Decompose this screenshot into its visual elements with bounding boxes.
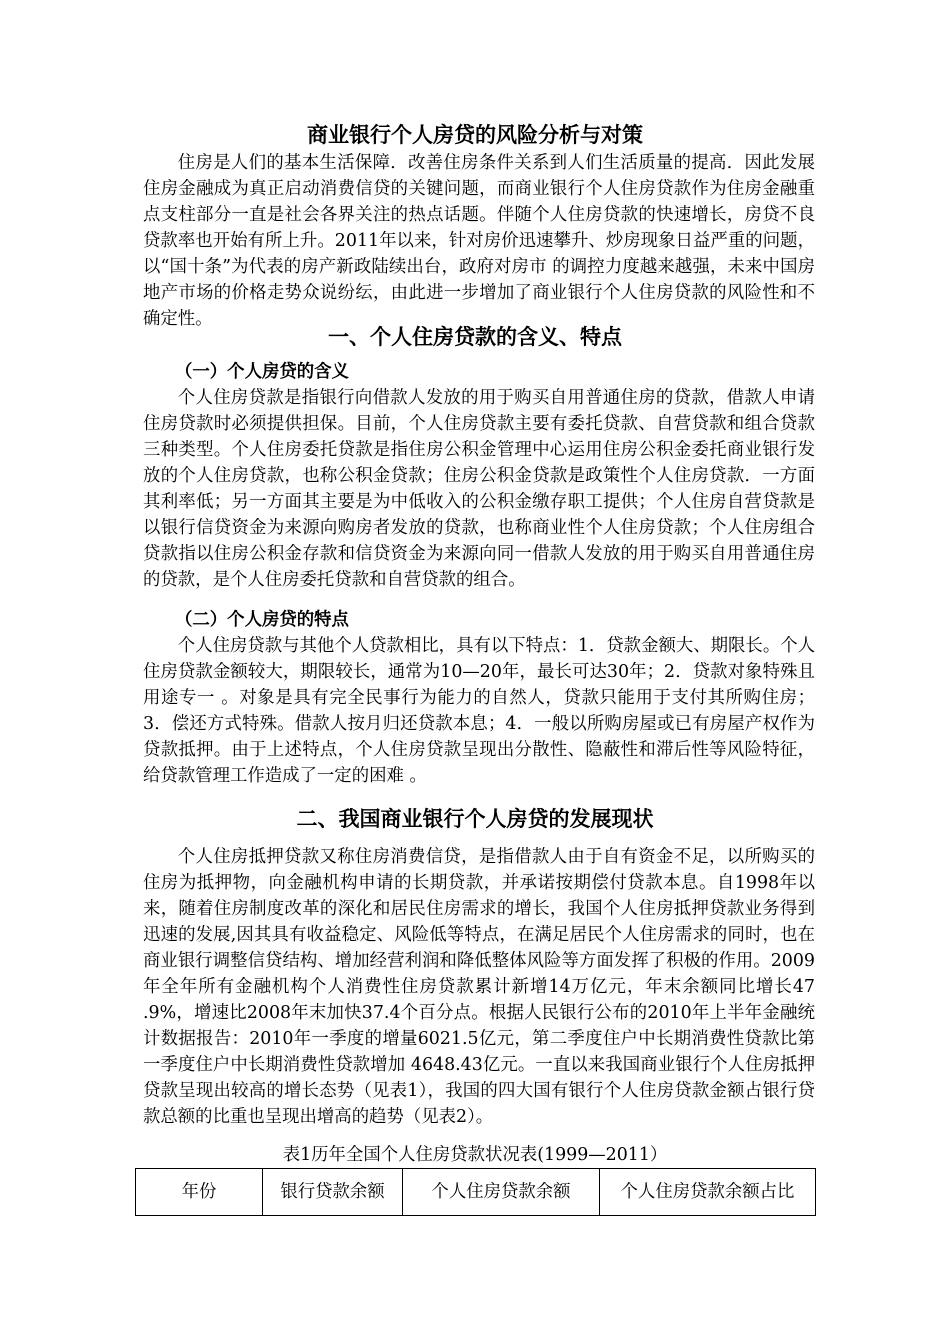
subsection-1-paragraph: 个人住房贷款是指银行向借款人发放的用于购买自用普通住房的贷款，借款人申请住房贷款时必须提供担保。目前，个人住房贷款主要有委托贷款、自营贷款和组合贷款三种类型。个人住房委托贷款是指住房公积金管理中心运用住房公积金委托商业银行发放的个人住房贷款，也称公积金贷款；住房公积金贷款是政策性个人住房贷款．一方面其利率低；另一方面其主要是为中低收入的公积金缴存职工提供；个人住房自营贷款是以银行信贷资金为来源向购房者发放的贷款，也称商业性个人住房贷款；个人住房组合贷款指以住房公积金存款和信贷资金为来源向同一借款人发放的用于购买自用普通住房的贷款，是个人住房委托贷款和自营贷款的组合。 [143, 388, 815, 590]
subsection-2-paragraph: 个人住房贷款与其他个人贷款相比，具有以下特点：1．贷款金额大、期限长。个人住房贷款金额较大，期限较长，通常为10—20年，最长可达30年；2．贷款对象特殊且用途专一 。对象是具有完全民事行为能力的自然人，贷款只能用于支付其所购住房；3．偿还方式特殊。借款人按月归还贷款本息；4．一般以所购房屋或已有房屋产权作为贷款抵押。由于上述特点，个人住房贷款呈现出分散性、隐蔽性和滞后性等风险特征，给贷款管理工作造成了一定的困难 。 [143, 636, 815, 786]
subsection-1-heading: （一）个人房贷的含义 [175, 362, 349, 382]
table-header-cell: 个人住房贷款余额 [403, 1169, 600, 1216]
table-header-cell: 个人住房贷款余额占比 [600, 1169, 816, 1216]
table-header-cell: 年份 [136, 1169, 263, 1216]
table-header-row [136, 1169, 816, 1216]
document-title: 商业银行个人房贷的风险分析与对策 [307, 122, 643, 147]
section-2-paragraph: 个人住房抵押贷款又称住房消费信贷，是指借款人由于自有资金不足，以所购买的住房为抵押物，向金融机构申请的长期贷款，并承诺按期偿付贷款本息。自1998年以来，随着住房制度改革的深化和居民住房需求的增长，我国个人住房抵押贷款业务得到迅速的发展,因其具有收益稳定、风险低等特点，在满足居民个人住房需求的同时，也在商业银行调整信贷结构、增加经营利润和降低整体风险等方面发挥了积极的作用。2009年全年所有金融机构个人消费性住房贷款累计新增14万亿元，年末余额同比增长47 .9%，增速比2008年末加快37.4个百分点。根据人民银行公布的2010年上半年金融统计数据报告：2010年一季度的增量6021.5亿元，第二季度住户中长期消费性贷款比第一季度住户中长期消费性贷款增加 4648.43亿元。一直以来我国商业银行个人住房抵押贷款呈现出较高的增长态势（见表1），我国的四大国有银行个人住房贷款金额占银行贷款总额的比重也呈现出增高的趋势（见表2）。 [143, 847, 815, 1127]
loan-status-table [135, 1168, 816, 1216]
table-caption: 表1历年全国个人住房贷款状况表(1999—2011） [282, 1145, 668, 1165]
section-1-heading: 一、个人住房贷款的含义、特点 [328, 324, 622, 349]
subsection-2-heading: （二）个人房贷的特点 [175, 610, 349, 630]
section-2-heading: 二、我国商业银行个人房贷的发展现状 [296, 806, 654, 831]
table-header-cell: 银行贷款余额 [263, 1169, 403, 1216]
intro-paragraph: 住房是人们的基本生活保障．改善住房条件关系到人们生活质量的提高．因此发展住房金融成为真正启动消费信贷的关键问题，而商业银行个人住房贷款作为住房金融重点支柱部分一直是社会各界关注的热点话题。伴随个人住房贷款的快速增长，房贷不良贷款率也开始有所上升。2011年以来，针对房价迅速攀升、炒房现象日益严重的问题，以“国十条”为代表的房产新政陆续出台，政府对房市 的调控力度越来越强，未来中国房地产市场的价格走势众说纷纭，由此进一步增加了商业银行个人住房贷款的风险性和不确定性。 [143, 153, 815, 329]
